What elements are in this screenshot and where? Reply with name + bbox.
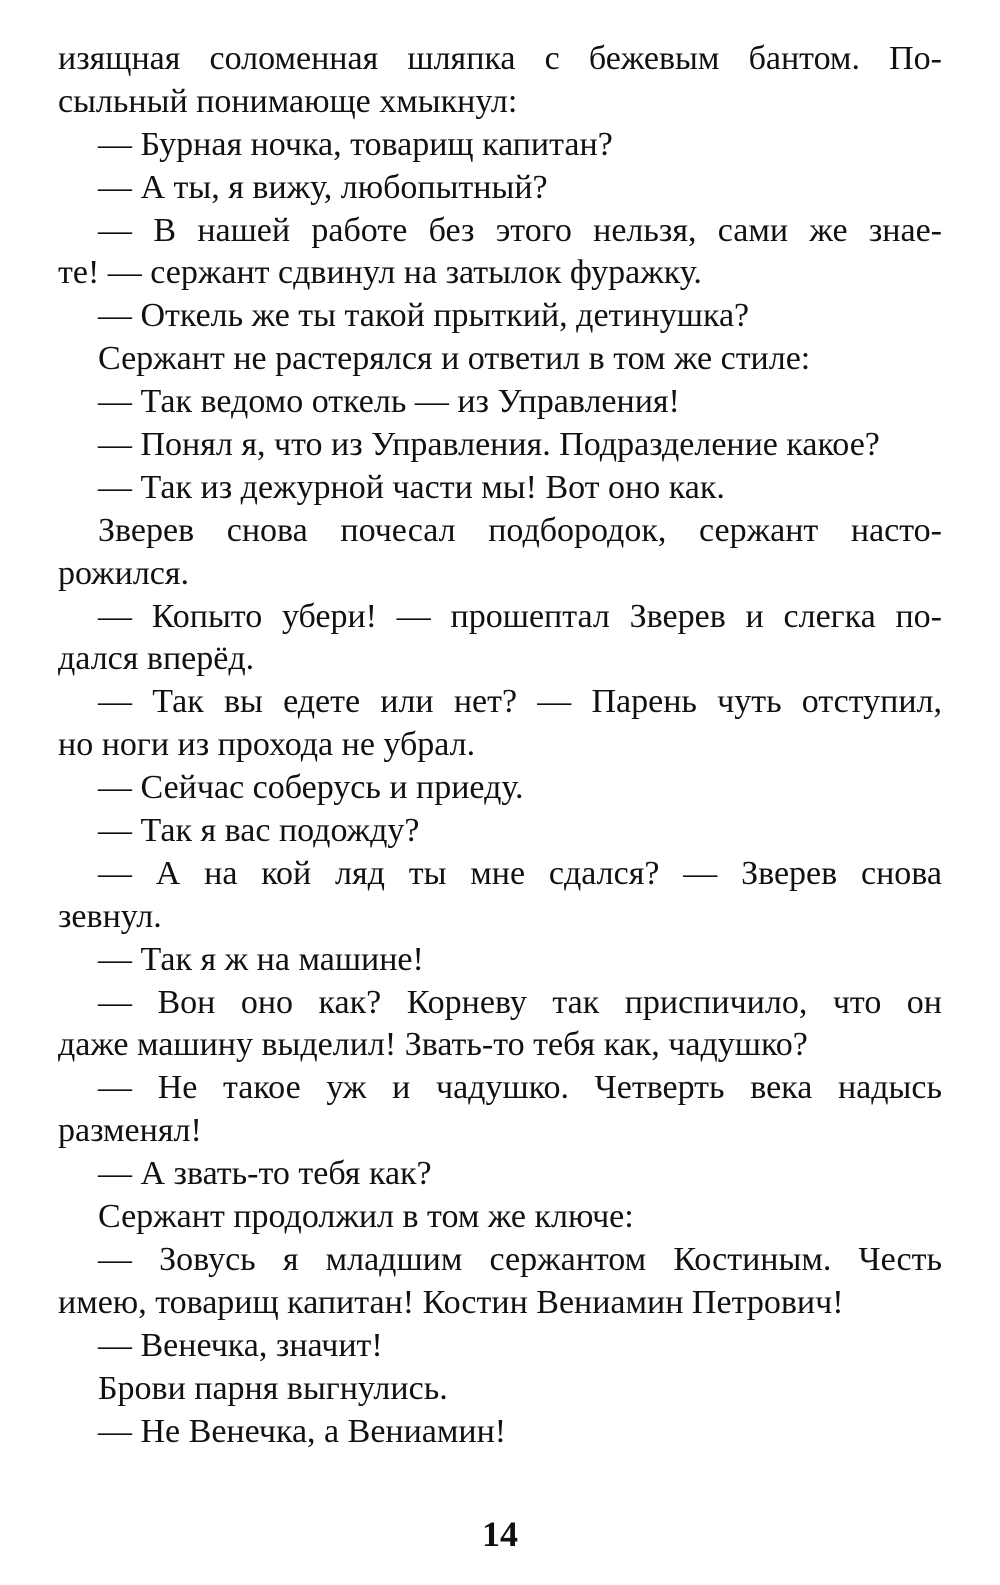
text-line: Брови парня выгнулись. <box>98 1369 448 1407</box>
text-line: дался вперёд. <box>58 640 255 678</box>
text-line: — А на кой ляд ты мне сдался? — Зверев снова <box>98 854 942 892</box>
text-line: рожился. <box>58 554 190 592</box>
text-line: Сержант продолжил в том же ключе: <box>98 1198 634 1236</box>
text-line: изящная соломенная шляпка с бежевым бантом. По- <box>58 40 942 77</box>
text-line: — Не Венечка, а Вениамин! <box>98 1412 507 1450</box>
text-line: — Так ведомо откель — из Управления! <box>98 383 680 421</box>
text-line: имею, товарищ капитан! Костин Вениамин Петрович! <box>58 1283 844 1321</box>
page-number: 14 <box>482 1514 518 1554</box>
text-line: — Бурная ночка, товарищ капитан? <box>98 125 613 163</box>
text-line: Сержант не растерялся и ответил в том же стиле: <box>98 340 811 378</box>
text-line: зевнул. <box>58 897 162 935</box>
text-line: — Не такое уж и чадушко. Четверть века надысь <box>98 1069 942 1107</box>
text-line: — Так вы едете или нет? — Парень чуть отступил, <box>98 683 942 721</box>
text-line: — Так из дежурной части мы! Вот оно как. <box>98 468 725 506</box>
text-line: разменял! <box>58 1112 202 1150</box>
text-line: — Сейчас соберусь и приеду. <box>98 769 524 807</box>
text-line: — Зовусь я младшим сержантом Костиным. Честь <box>98 1240 942 1278</box>
text-line: — Откель же ты такой прыткий, детинушка? <box>98 297 750 335</box>
text-line: — А звать-то тебя как? <box>98 1155 432 1193</box>
text-line: те! — сержант сдвинул на затылок фуражку. <box>58 254 702 292</box>
text-line: — А ты, я вижу, любопытный? <box>98 168 548 206</box>
text-line: но ноги из прохода не убрал. <box>58 726 476 764</box>
text-line: — Вон оно как? Корневу так приспичило, что он <box>98 983 942 1021</box>
text-line: Зверев снова почесал подбородок, сержант насто- <box>98 511 942 549</box>
page-body-text <box>58 38 942 1453</box>
text-line: даже машину выделил! Звать-то тебя как, чадушко? <box>58 1026 808 1064</box>
text-line: — Так я вас подожду? <box>98 812 420 850</box>
text-line: — В нашей работе без этого нельзя, сами же знае- <box>98 211 942 249</box>
text-line: — Копыто убери! — прошептал Зверев и слегка по- <box>98 597 942 635</box>
text-line: — Понял я, что из Управления. Подразделение какое? <box>98 426 880 464</box>
text-line: — Так я ж на машине! <box>98 940 424 978</box>
text-line: — Венечка, значит! <box>98 1326 383 1364</box>
text-line: сыльный понимающе хмыкнул: <box>58 82 518 120</box>
